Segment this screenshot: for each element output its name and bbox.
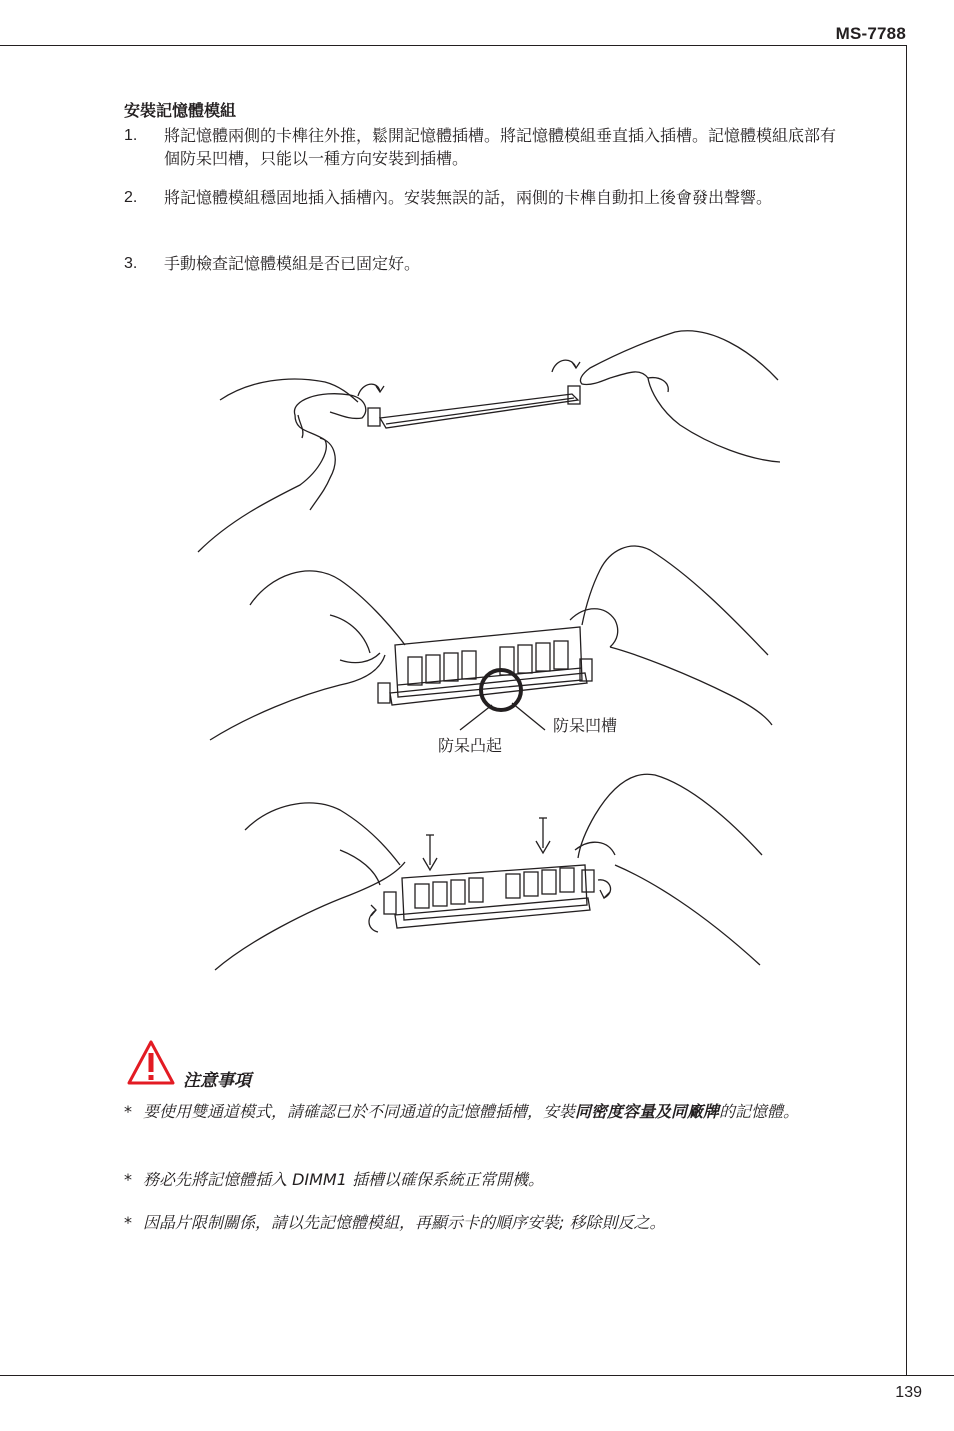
step-number: 1.	[124, 127, 138, 144]
step-1	[124, 124, 844, 170]
step-number: 2.	[124, 189, 138, 206]
caution-note-1	[124, 1100, 844, 1124]
illustration-press-down	[190, 770, 780, 980]
page-number: 139	[895, 1384, 922, 1401]
note-text: 務必先將記憶體插入 DIMM1 插槽以確保系統正常開機。	[143, 1170, 545, 1189]
step-number: 3.	[124, 255, 138, 272]
note-text: 因晶片限制關係，請以先記憶體模組，再顯示卡的順序安裝; 移除則反之。	[143, 1213, 666, 1232]
illustration-open-latches	[190, 320, 780, 560]
bullet-star: *	[124, 1213, 132, 1232]
bullet-star: *	[124, 1170, 132, 1189]
note-text-pre: 要使用雙通道模式，請確認已於不同通道的記憶體插槽，安裝	[143, 1102, 576, 1121]
key-label: 防呆凸起	[438, 736, 503, 755]
note-text-post: 的記憶體。	[719, 1102, 800, 1121]
warning-icon	[126, 1039, 176, 1087]
step-text: 將記憶體模組穩固地插入插槽內。安裝無誤的話，兩側的卡榫自動扣上後會發出聲響。	[164, 188, 773, 207]
step-text: 將記憶體兩側的卡榫往外推，鬆開記憶體插槽。將記憶體模組垂直插入插槽。記憶體模組底部有個防呆凹槽，只能以一種方向安裝到插槽。	[164, 126, 837, 168]
section-title: 安裝記憶體模組	[124, 101, 237, 120]
step-3	[124, 252, 844, 275]
bullet-star: *	[124, 1102, 132, 1121]
caution-title: 注意事項	[183, 1071, 251, 1091]
note-text	[143, 1100, 844, 1124]
notch-label: 防呆凹槽	[553, 716, 618, 735]
step-2	[124, 186, 844, 209]
right-margin-rule	[906, 45, 907, 1376]
footer-rule	[0, 1375, 954, 1376]
caution-note-2	[124, 1168, 844, 1192]
model-number: MS-7788	[835, 24, 906, 43]
caution-note-3	[124, 1211, 844, 1235]
step-text: 手動檢查記憶體模組是否已固定好。	[164, 254, 421, 273]
note-emphasis: 同密度容量及同廠牌	[575, 1102, 720, 1121]
header-rule	[0, 45, 907, 46]
